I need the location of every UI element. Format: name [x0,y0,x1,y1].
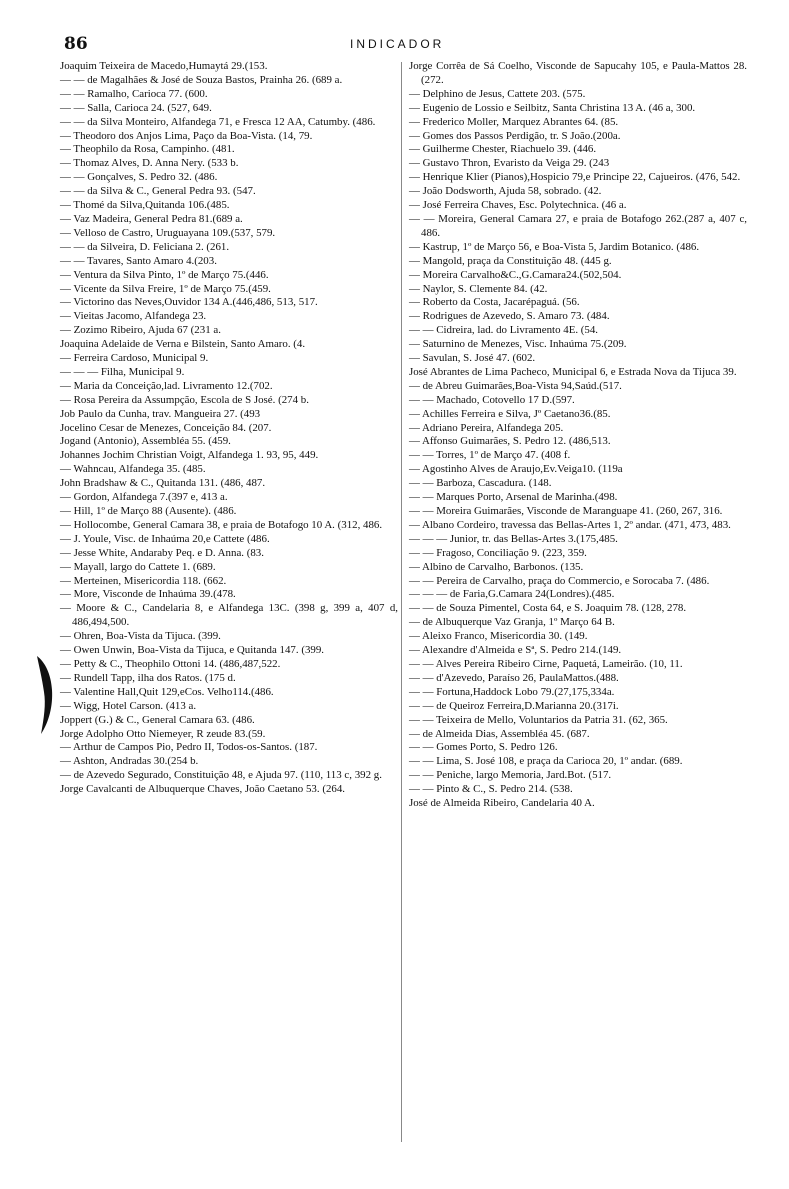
directory-entry: — Guilherme Chester, Riachuelo 39. (446. [409,143,597,156]
directory-entry: — — Machado, Cotovello 17 D.(597. [409,393,575,406]
directory-entry: — Gordon, Alfandega 7.(397 e, 413 a. [60,491,228,504]
directory-entry: — Roberto da Costa, Jacarépaguá. (56. [409,296,580,309]
directory-entry: Joaquim Teixeira de Macedo,Humaytá 29.(153. [60,60,268,72]
directory-entry: — de Abreu Guimarães,Boa-Vista 94,Saúd.(517. [409,379,622,392]
directory-entry: — Merteinen, Misericordia 118. (662. [60,574,227,587]
directory-entry: — Theophilo da Rosa, Campinho. (481. [60,143,235,156]
directory-entry: — — — Filha, Municipal 9. [60,365,185,378]
directory-entry: — de Albuquerque Vaz Granja, 1º Março 64 B. [409,616,615,629]
directory-entry: — Vaz Madeira, General Pedra 81.(689 a. [60,212,243,225]
directory-entry: — — Fragoso, Conciliação 9. (223, 359. [409,546,587,559]
directory-entry: — Thomaz Alves, D. Anna Nery. (533 b. [60,157,239,170]
directory-entry: — — Gonçalves, S. Pedro 32. (486. [60,171,218,184]
directory-entry: — — Teixeira de Mello, Voluntarios da Patria 31. (62, 365. [409,713,668,726]
directory-entry: Joppert (G.) & C., General Camara 63. (486. [60,713,255,726]
directory-entry: — Valentine Hall,Quit 129,eCos. Velho114.(486. [60,685,274,698]
directory-entry: Jorge Adolpho Otto Niemeyer, R zeude 83.(59. [60,727,266,740]
directory-entry: — Adriano Pereira, Alfandega 205. [409,421,564,434]
directory-entry: — Hollocombe, General Camara 38, e praia de Botafogo 10 A. (312, 486. [60,518,383,531]
directory-entry: — Mayall, largo do Cattete 1. (689. [60,560,216,573]
directory-entry: — Ashton, Andradas 30.(254 b. [60,755,199,768]
directory-entry: — Gustavo Thron, Evaristo da Veiga 29. (243 [409,157,610,170]
directory-entry: Job Paulo da Cunha, trav. Mangueira 27. (493 [60,407,261,420]
directory-entry: — Rundell Tapp, ilha dos Ratos. (175 d. [60,671,236,684]
directory-entry: Jocelino Cesar de Menezes, Conceição 84. (207. [60,421,272,434]
directory-entry: — — Moreira Guimarães, Visconde de Maranguape 41. (260, 267, 316. [409,505,723,517]
directory-entry: — — Pereira de Carvalho, praça do Commercio, e Sorocaba 7. (486. [409,574,710,587]
directory-entry: — Eugenio de Lossio e Seilbitz, Santa Christina 13 A. (46 a, 300. [409,101,696,114]
directory-entry: — Naylor, S. Clemente 84. (42. [409,282,548,295]
page-header [0,34,789,58]
directory-entry: — — d'Azevedo, Paraíso 26, PaulaMattos.(488. [409,671,619,684]
directory-entry: — Jesse White, Andaraby Peq. e D. Anna. (83. [60,546,264,559]
directory-entry: — Arthur de Campos Pio, Pedro II, Todos-os-Santos. (187. [60,741,318,754]
directory-entry: Johannes Jochim Christian Voigt, Alfandega 1. 93, 95, 449. [60,449,319,462]
directory-entry: — Affonso Guimarães, S. Pedro 12. (486,513. [409,435,611,448]
directory-entry: — — Torres, 1º de Março 47. (408 f. [409,449,571,462]
directory-entry: — Wahncau, Alfandega 35. (485. [60,463,206,476]
directory-entry: — — — Junior, tr. das Bellas-Artes 3.(175,485. [409,532,618,545]
directory-entry: — Savulan, S. José 47. (602. [409,352,536,365]
directory-entry: — — Alves Pereira Ribeiro Cirne, Paquetá, Lameirão. (10, 11. [409,657,683,670]
directory-entry: — Thomé da Silva,Quitanda 106.(485. [60,199,230,212]
directory-entry: — — de Souza Pimentel, Costa 64, e S. Joaquim 78. (128, 278. [409,602,687,615]
directory-entry: — Zozimo Ribeiro, Ajuda 67 (231 a. [60,324,221,337]
directory-entry: — Henrique Klier (Pianos),Hospicio 79,e Principe 22, Cajueiros. (476, 542. [409,171,741,184]
directory-entry: — — Marques Porto, Arsenal de Marinha.(498. [409,491,618,504]
directory-entry: — — Gomes Porto, S. Pedro 126. [409,741,558,754]
page-number: 86 [64,34,88,54]
directory-entry: — Agostinho Alves de Araujo,Ev.Veiga10. (119a [409,463,623,476]
directory-entry: — Achilles Ferreira e Silva, Jº Caetano36.(85. [409,407,611,420]
directory-entry: — — Moreira, General Camara 27, e praia de Botafogo 262.(287 a, 407 c, 486. [409,212,747,239]
directory-entry: — Moore & C., Candelaria 8, e Alfandega 13C. (398 g, 399 a, 407 d, 486,494,500. [60,602,398,629]
ink-blot-mark [35,652,55,736]
directory-entry: — Kastrup, 1º de Março 56, e Boa-Vista 5, Jardim Botanico. (486. [409,240,700,253]
directory-entry: — Mangold, praça da Constituição 48. (445 g. [409,254,612,267]
directory-entry: — — Tavares, Santo Amaro 4.(203. [60,254,217,267]
directory-entry: — — de Magalhães & José de Souza Bastos, Prainha 26. (689 a. [60,73,343,86]
directory-entry: — — Lima, S. José 108, e praça da Carioca 20, 1º andar. (689. [409,755,683,768]
directory-entry: — Velloso de Castro, Uruguayana 109.(537, 579. [60,226,276,239]
left-column [60,60,398,797]
directory-entry: — — Salla, Carioca 24. (527, 649. [60,101,212,114]
directory-entry: — Wigg, Hotel Carson. (413 a. [60,699,197,712]
directory-entry: — — Fortuna,Haddock Lobo 79.(27,175,334a. [409,685,615,698]
directory-entry: — — da Silva & C., General Pedra 93. (547. [60,185,256,198]
directory-entry: — Rodrigues de Azevedo, S. Amaro 73. (484. [409,310,610,323]
directory-entry: — Rosa Pereira da Assumpção, Escola de S José. (274 b. [60,393,309,406]
directory-entry: — Delphino de Jesus, Cattete 203. (575. [409,87,586,100]
directory-entry: — Owen Unwin, Boa-Vista da Tijuca, e Quitanda 147. (399. [60,644,325,657]
directory-entry: José de Almeida Ribeiro, Candelaria 40 A. [409,797,595,810]
directory-entry: — — — de Faria,G.Camara 24(Londres).(485. [409,588,615,601]
directory-entry: John Bradshaw & C., Quitanda 131. (486, 487. [60,477,266,490]
directory-entry: — — Barboza, Cascadura. (148. [409,477,552,490]
directory-entry: Joaquina Adelaide de Verna e Bilstein, Santo Amaro. (4. [60,338,306,351]
directory-entry: — Aleixo Franco, Misericordia 30. (149. [409,630,588,643]
directory-entry: — — Peniche, largo Memoria, Jard.Bot. (517. [409,769,612,782]
directory-entry: — Theodoro dos Anjos Lima, Paço da Boa-Vista. (14, 79. [60,129,313,142]
directory-entry: José Abrantes de Lima Pacheco, Municipal 6, e Estrada Nova da Tijuca 39. [409,365,737,378]
directory-entry: — J. Youle, Visc. de Inhaúma 20,e Cattete (486. [60,532,270,545]
column-divider [401,62,402,1142]
directory-entry: — Vicente da Silva Freire, 1º de Março 75.(459. [60,282,271,295]
right-column [409,60,747,811]
directory-entry: — Frederico Moller, Marquez Abrantes 64. (85. [409,115,619,128]
directory-entry: — — de Queiroz Ferreira,D.Marianna 20.(317i. [409,699,619,712]
directory-entry: Jorge Cavalcanti de Albuquerque Chaves, João Caetano 53. (264. [60,783,346,796]
directory-entry: — Victorino das Neves,Ouvidor 134 A.(446,486, 513, 517. [60,296,318,309]
directory-entry: — Gomes dos Passos Perdigão, tr. S João.(200a. [409,129,621,142]
directory-entry: — Maria da Conceição,lad. Livramento 12.(702. [60,379,273,392]
directory-entry: — — da Silveira, D. Feliciana 2. (261. [60,240,230,253]
directory-entry: — Ohren, Boa-Vista da Tijuca. (399. [60,630,221,643]
directory-entry: — João Dodsworth, Ajuda 58, sobrado. (42. [409,185,602,198]
directory-entry: — — Pinto & C., S. Pedro 214. (538. [409,783,573,796]
directory-entry: — Saturnino de Menezes, Visc. Inhaúma 75.(209. [409,338,627,351]
directory-entry: — Petty & C., Theophilo Ottoni 14. (486,487,522. [60,657,281,670]
directory-entry: — de Azevedo Segurado, Constituição 48, e Ajuda 97. (110, 113 c, 392 g. [60,769,382,782]
directory-entry: — Vieitas Jacomo, Alfandega 23. [60,310,207,323]
directory-entry: — José Ferreira Chaves, Esc. Polytechnica. (46 a. [409,199,627,212]
directory-entry: — — Ramalho, Carioca 77. (600. [60,87,208,100]
directory-entry: — — da Silva Monteiro, Alfandega 71, e Fresca 12 AA, Catumby. (486. [60,115,376,128]
directory-entry: — Ferreira Cardoso, Municipal 9. [60,352,209,365]
directory-entry: — More, Visconde de Inhaúma 39.(478. [60,588,236,601]
directory-entry: — de Almeida Dias, Assembléa 45. (687. [409,727,590,740]
directory-entry: — Moreira Carvalho&C.,G.Camara24.(502,504. [409,268,622,281]
directory-entry: Jogand (Antonio), Assembléa 55. (459. [60,435,231,448]
directory-entry: — Albino de Carvalho, Barbonos. (135. [409,560,584,573]
directory-entry: — Albano Cordeiro, travessa das Bellas-Artes 1, 2º andar. (471, 473, 483. [409,518,731,531]
directory-entry: — Hill, 1º de Março 88 (Ausente). (486. [60,505,237,517]
running-title: INDICADOR [350,37,445,51]
directory-entry: — Alexandre d'Almeida e Sª, S. Pedro 214.(149. [409,644,622,657]
directory-entry: Jorge Corrêa de Sá Coelho, Visconde de Sapucahy 105, e Paula-Mattos 28.(272. [409,60,747,86]
directory-entry: — — Cidreira, lad. do Livramento 4E. (54. [409,324,599,337]
directory-entry: — Ventura da Silva Pinto, 1º de Março 75.(446. [60,268,269,281]
